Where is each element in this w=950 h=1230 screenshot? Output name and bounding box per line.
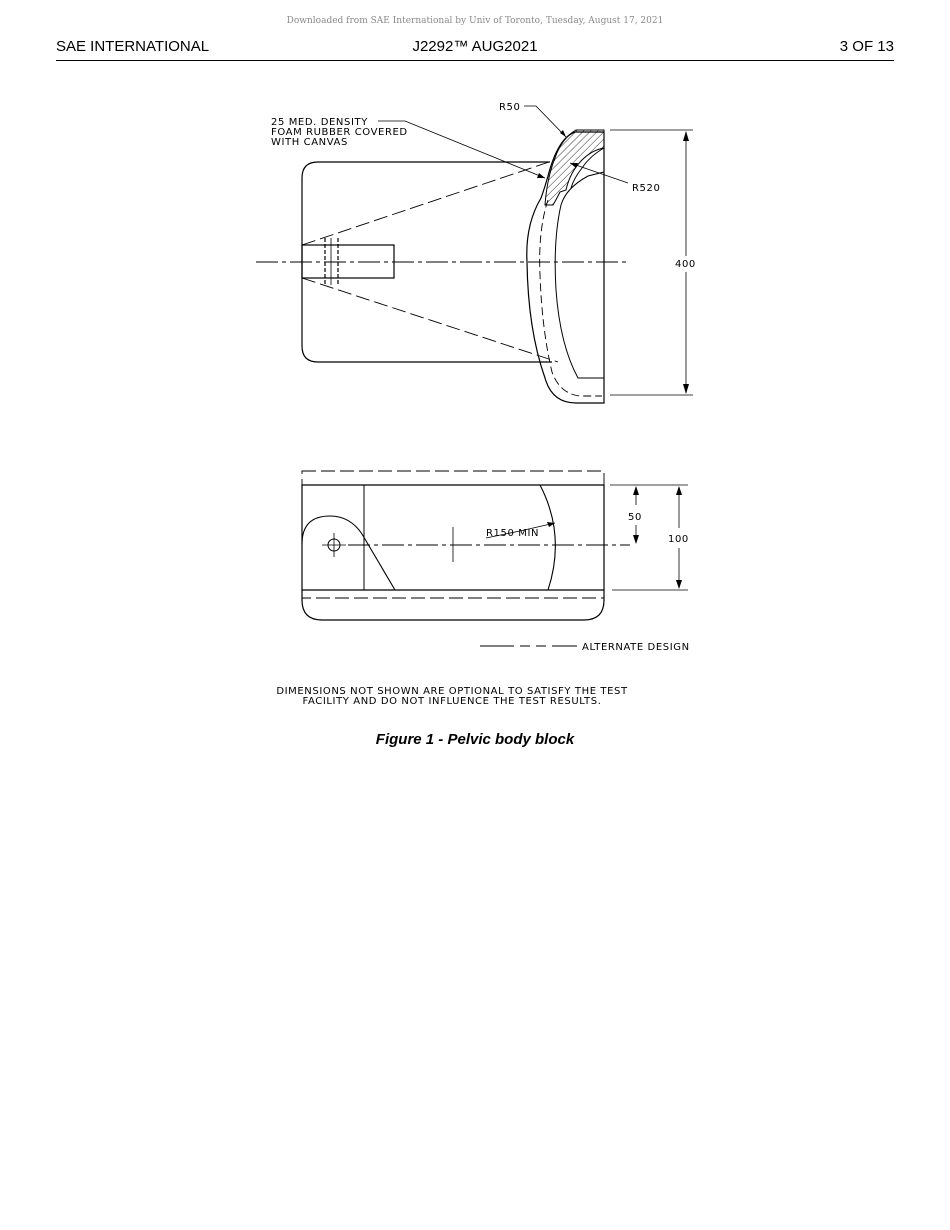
figure-caption: Figure 1 - Pelvic body block bbox=[375, 731, 575, 748]
note-line-2: FACILITY AND DO NOT INFLUENCE THE TEST RESULTS. bbox=[302, 696, 602, 707]
header-page-number: 3 OF 13 bbox=[839, 38, 894, 55]
download-watermark: Downloaded from SAE International by Univ of Toronto, Tuesday, August 17, 2021 bbox=[286, 16, 664, 26]
r50-label: R50 bbox=[499, 102, 521, 113]
header-organization: SAE INTERNATIONAL bbox=[56, 38, 210, 55]
rear-pin bbox=[302, 245, 394, 278]
legend-label: ALTERNATE DESIGN bbox=[582, 642, 690, 653]
top-view bbox=[256, 106, 693, 403]
r150-label: R150 MIN bbox=[486, 528, 540, 539]
foam-rubber-section bbox=[545, 130, 604, 205]
dimension-50-label: 50 bbox=[628, 512, 642, 523]
guide-line-lower bbox=[302, 278, 558, 362]
header-document-id: J2292™ AUG2021 bbox=[412, 38, 538, 55]
note-line-1: DIMENSIONS NOT SHOWN ARE OPTIONAL TO SATISFY THE TEST bbox=[276, 686, 628, 697]
foam-note-line-2: FOAM RUBBER COVERED bbox=[271, 127, 408, 138]
dimension-400-label: 400 bbox=[675, 259, 696, 270]
side-view bbox=[302, 471, 688, 620]
dimension-100-label: 100 bbox=[668, 534, 689, 545]
foam-note-line-3: WITH CANVAS bbox=[271, 137, 348, 148]
pivot-bracket bbox=[302, 516, 395, 590]
guide-line-upper bbox=[302, 160, 555, 245]
foam-note-line-1: 25 MED. DENSITY bbox=[271, 117, 368, 128]
r520-label: R520 bbox=[632, 183, 661, 194]
r150-arc bbox=[540, 485, 555, 590]
r50-leader bbox=[524, 106, 566, 137]
